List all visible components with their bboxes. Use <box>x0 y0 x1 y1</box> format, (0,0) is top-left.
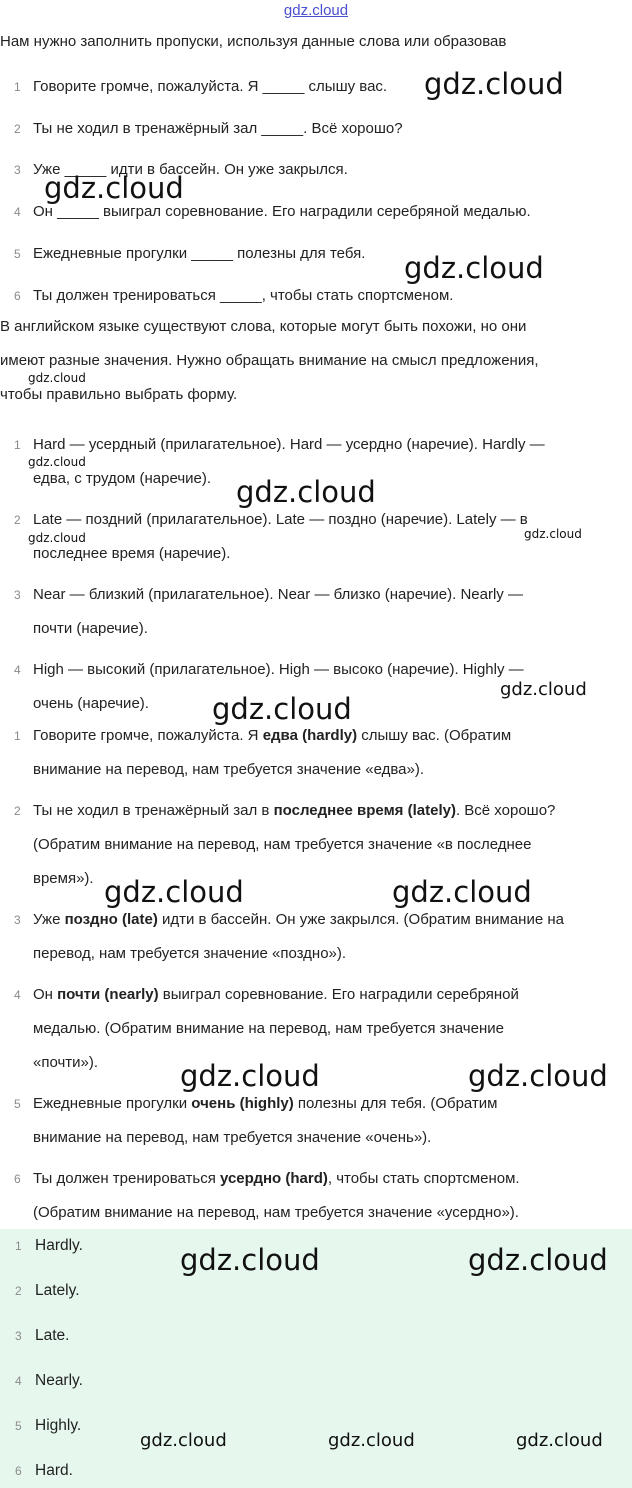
solution-number: 6 <box>14 1172 21 1186</box>
solution-line: Ежедневные прогулки очень (highly) полезны для тебя. (Обратим <box>33 1095 498 1112</box>
site-header-link[interactable]: gdz.cloud <box>283 2 349 19</box>
solution-answer: едва (hardly) <box>262 727 358 744</box>
question-text: Ты должен тренироваться _____, чтобы стать спортсменом. <box>33 287 454 304</box>
watermark: gdz.cloud <box>180 1059 320 1093</box>
watermark: gdz.cloud <box>212 692 352 726</box>
answer-text: Nearly. <box>35 1372 83 1389</box>
solution-line: (Обратим внимание на перевод, нам требуется значение «усердно»). <box>33 1204 519 1221</box>
answer-text: Hardly. <box>35 1237 83 1254</box>
watermark: gdz.cloud <box>500 679 587 700</box>
solution-answer: усердно (hard) <box>220 1170 328 1187</box>
solution-line: перевод, нам требуется значение «поздно»). <box>33 945 347 962</box>
watermark: gdz.cloud <box>236 475 376 509</box>
question-text: Он _____ выиграл соревнование. Его наградили серебряной медалью. <box>33 203 531 220</box>
watermark: gdz.cloud <box>28 371 86 385</box>
question-number: 3 <box>14 163 21 177</box>
definition-line: Hard — усердный (прилагательное). Hard — усердно (наречие). Hardly — <box>33 436 545 453</box>
watermark: gdz.cloud <box>44 171 184 205</box>
solution-line: Ты должен тренироваться усердно (hard), чтобы стать спортсменом. <box>33 1170 520 1187</box>
definition-line: едва, с трудом (наречие). <box>33 470 212 487</box>
watermark: gdz.cloud <box>468 1243 608 1277</box>
answer-number: 1 <box>15 1239 22 1253</box>
solution-line: Говорите громче, пожалуйста. Я едва (hardly) слышу вас. (Обратим <box>33 727 512 744</box>
question-number: 1 <box>14 80 21 94</box>
explanation-line: В английском языке существуют слова, которые могут быть похожи, но они <box>0 318 527 335</box>
answer-text: Hard. <box>35 1462 73 1479</box>
question-text: Уже _____ идти в бассейн. Он уже закрылся. <box>33 161 348 178</box>
solution-number: 3 <box>14 913 21 927</box>
solution-line: медалью. (Обратим внимание на перевод, нам требуется значение <box>33 1020 504 1037</box>
watermark: gdz.cloud <box>468 1059 608 1093</box>
watermark: gdz.cloud <box>524 527 582 541</box>
watermark: gdz.cloud <box>104 875 244 909</box>
solution-line: внимание на перевод, нам требуется значение «едва»). <box>33 761 424 778</box>
watermark: gdz.cloud <box>404 251 544 285</box>
solution-line: Он почти (nearly) выиграл соревнование. Его наградили серебряной <box>33 986 519 1003</box>
definition-number: 2 <box>14 513 21 527</box>
solution-number: 5 <box>14 1097 21 1111</box>
watermark: gdz.cloud <box>28 531 86 545</box>
answer-text: Late. <box>35 1327 70 1344</box>
definition-line: High — высокий (прилагательное). High — высоко (наречие). Highly — <box>33 661 524 678</box>
solution-answer: поздно (late) <box>64 911 158 928</box>
answer-number: 2 <box>15 1284 22 1298</box>
solution-answer: почти (nearly) <box>57 986 159 1003</box>
solution-line: внимание на перевод, нам требуется значение «очень»). <box>33 1129 432 1146</box>
solution-number: 4 <box>14 988 21 1002</box>
question-number: 5 <box>14 247 21 261</box>
question-text: Ежедневные прогулки _____ полезны для тебя. <box>33 245 366 262</box>
solution-line: время»). <box>33 870 94 887</box>
solution-answer: очень (highly) <box>191 1095 294 1112</box>
watermark: gdz.cloud <box>516 1430 603 1451</box>
question-text: Ты не ходил в тренажёрный зал _____. Всё хорошо? <box>33 120 403 137</box>
definition-number: 4 <box>14 663 21 677</box>
watermark: gdz.cloud <box>180 1243 320 1277</box>
explanation-line: чтобы правильно выбрать форму. <box>0 386 238 403</box>
watermark: gdz.cloud <box>392 875 532 909</box>
definition-number: 1 <box>14 438 21 452</box>
definition-line: Late — поздний (прилагательное). Late — поздно (наречие). Lately — в <box>33 511 528 528</box>
definition-line: Near — близкий (прилагательное). Near — близко (наречие). Nearly — <box>33 586 523 603</box>
explanation-line: имеют разные значения. Нужно обращать внимание на смысл предложения, <box>0 352 539 369</box>
answer-text: Lately. <box>35 1282 80 1299</box>
solution-line: «почти»). <box>33 1054 99 1071</box>
watermark: gdz.cloud <box>28 455 86 469</box>
intro-text: Нам нужно заполнить пропуски, используя данные слова или образовав <box>0 33 507 50</box>
solution-number: 1 <box>14 729 21 743</box>
watermark: gdz.cloud <box>424 67 564 101</box>
question-text: Говорите громче, пожалуйста. Я _____ слышу вас. <box>33 78 388 95</box>
answer-number: 3 <box>15 1329 22 1343</box>
answer-number: 6 <box>15 1464 22 1478</box>
watermark: gdz.cloud <box>328 1430 415 1451</box>
definition-line: почти (наречие). <box>33 620 148 637</box>
question-number: 6 <box>14 289 21 303</box>
answer-number: 4 <box>15 1374 22 1388</box>
definition-number: 3 <box>14 588 21 602</box>
question-number: 4 <box>14 205 21 219</box>
solution-line: Ты не ходил в тренажёрный зал в последнее время (lately). Всё хорошо? <box>33 802 556 819</box>
definition-line: очень (наречие). <box>33 695 149 712</box>
solution-line: (Обратим внимание на перевод, нам требуется значение «в последнее <box>33 836 532 853</box>
watermark: gdz.cloud <box>140 1430 227 1451</box>
answer-text: Highly. <box>35 1417 82 1434</box>
definition-line: последнее время (наречие). <box>33 545 231 562</box>
question-number: 2 <box>14 122 21 136</box>
solution-answer: последнее время (lately) <box>273 802 456 819</box>
solution-line: Уже поздно (late) идти в бассейн. Он уже закрылся. (Обратим внимание на <box>33 911 564 928</box>
solution-number: 2 <box>14 804 21 818</box>
answer-number: 5 <box>15 1419 22 1433</box>
